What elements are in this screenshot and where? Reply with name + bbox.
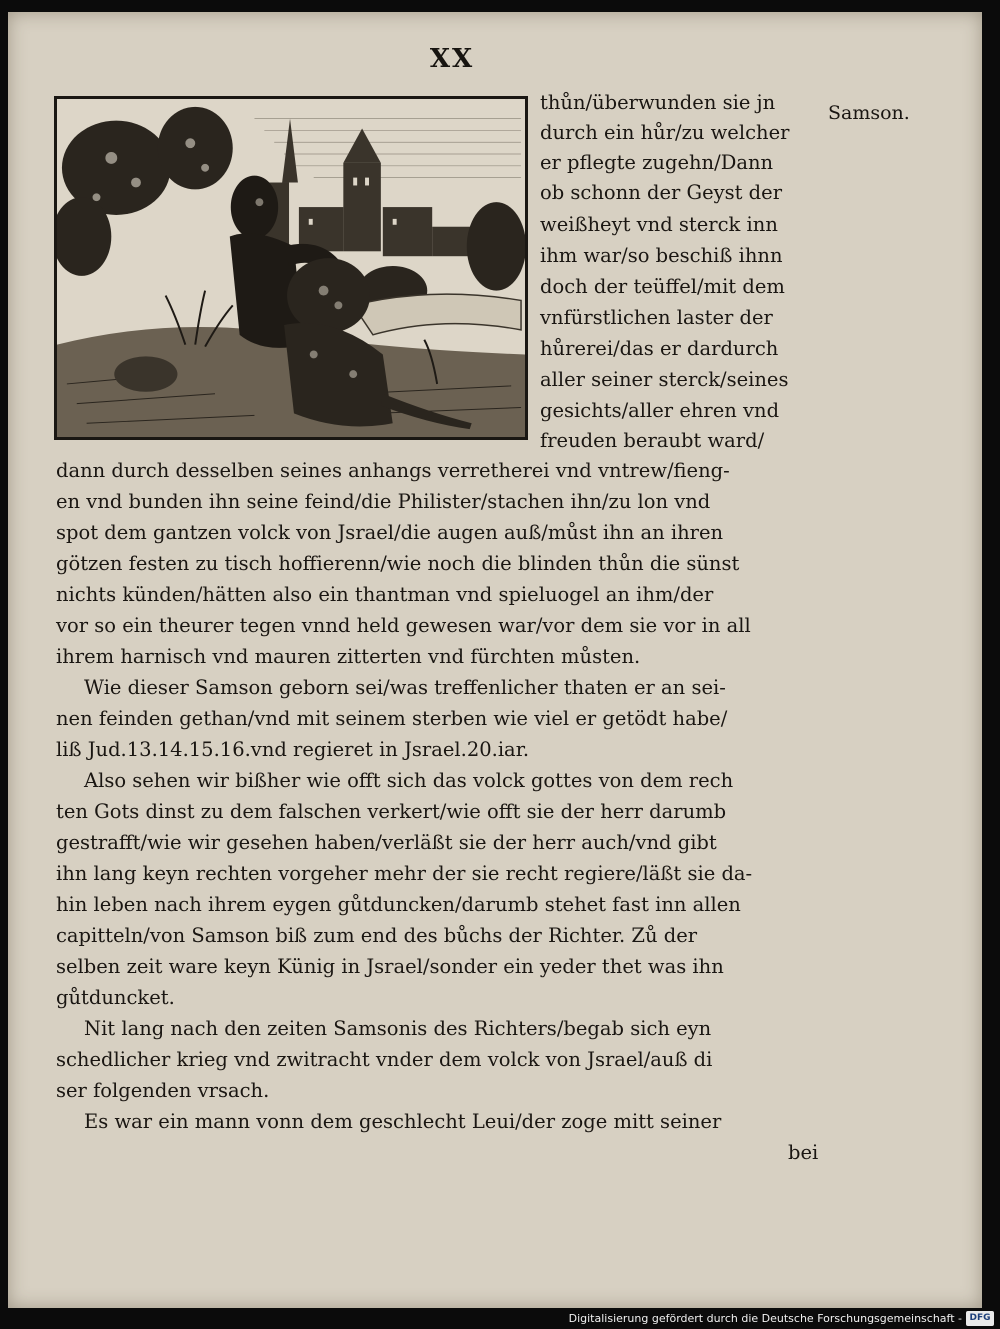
woodcut-illustration-samson-lion [54,96,528,440]
text-line: aller seiner sterck/seines [540,368,789,391]
dfg-logo-badge: DFG [966,1311,994,1326]
text-line: thůn/überwunden sie jn [540,91,776,114]
text-line: ihm war/so beschiß ihnn [540,244,783,267]
text-line: ob schonn der Geyst der [540,181,783,204]
text-line: ihrem harnisch vnd mauren zitterten vnd fürchten můsten. [56,645,641,668]
text-line: doch der teüffel/mit dem [540,275,785,298]
text-line: gůtduncket. [56,986,175,1009]
text-line: ten Gots dinst zu dem falschen verkert/wie offt sie der herr darumb [56,800,727,823]
text-line: en vnd bunden ihn seine feind/die Philister/stachen ihn/zu lon vnd [56,490,711,513]
text-line: gestrafft/wie wir gesehen haben/verläßt sie der herr auch/vnd gibt [56,831,717,854]
text-line: durch ein hůr/zu welcher [540,121,790,144]
text-line: schedlicher krieg vnd zwitracht vnder dem volck von Jsrael/auß di [56,1048,713,1071]
text-line: freuden beraubt ward/ [540,429,765,452]
marginal-note: Samson. [828,102,910,124]
text-line: selben zeit ware keyn Künig in Jsrael/sonder ein yeder thet was ihn [56,955,724,978]
text-line: vnfürstlichen laster der [540,306,773,329]
text-line: hin leben nach ihrem eygen gůtduncken/darumb stehet fast inn allen [56,893,741,916]
text-line: nichts künden/hätten also ein thantman vnd spieluogel an ihm/der [56,583,714,606]
text-line: dann durch desselben seines anhangs verretherei vnd vntrew/fieng- [56,459,730,482]
text-line: ihn lang keyn rechten vorgeher mehr der sie recht regiere/läßt sie da- [56,862,753,885]
folio-number: XX [429,44,475,74]
text-line: capitteln/von Samson biß zum end des bůchs der Richter. Zů der [56,924,698,947]
text-line: Nit lang nach den zeiten Samsonis des Richters/begab sich eyn [84,1017,712,1040]
text-line: gesichts/aller ehren vnd [540,399,780,422]
text-line: spot dem gantzen volck von Jsrael/die augen auß/můst ihn an ihren [56,521,724,544]
text-line: Wie dieser Samson geborn sei/was treffenlicher thaten er an sei- [84,676,726,699]
text-line: weißheyt vnd sterck inn [540,213,778,236]
text-line: Es war ein mann vonn dem geschlecht Leui/der zoge mitt seiner [84,1110,722,1133]
text-line: götzen festen zu tisch hoffierenn/wie noch die blinden thůn die sünst [56,552,740,575]
text-line: Also sehen wir bißher wie offt sich das volck gottes von dem rech [84,769,734,792]
text-line: ser folgenden vrsach. [56,1079,270,1102]
catchword: bei [788,1141,819,1164]
text-line: liß Jud.13.14.15.16.vnd regieret in Jsrael.20.iar. [56,738,530,761]
text-line: hůrerei/das er dardurch [540,337,779,360]
text-line: nen feinden gethan/vnd mit seinem sterben wie viel er getödt habe/ [56,707,728,730]
text-line: vor so ein theurer tegen vnnd held gewesen war/vor dem sie vor in all [56,614,751,637]
text-line: er pflegte zugehn/Dann [540,151,774,174]
digitization-credit: Digitalisierung gefördert durch die Deutsche Forschungsgemeinschaft - [568,1312,962,1325]
